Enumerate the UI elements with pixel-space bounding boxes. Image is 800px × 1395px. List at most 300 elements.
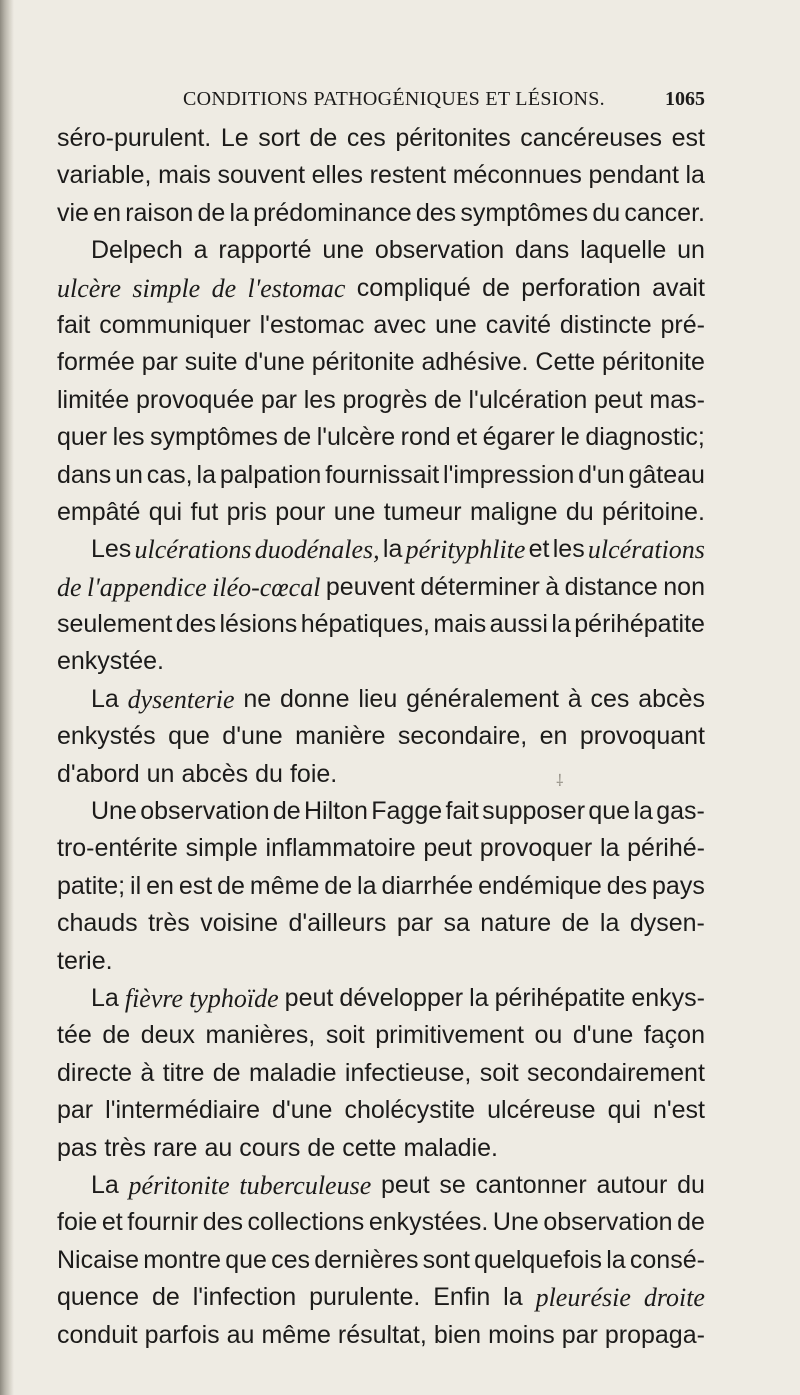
word: variable, bbox=[57, 161, 152, 190]
word: droite bbox=[643, 1283, 705, 1313]
word: Les bbox=[91, 535, 132, 564]
word: qui bbox=[148, 497, 183, 526]
word: laquelle bbox=[580, 236, 667, 265]
word: terie. bbox=[57, 946, 113, 975]
word: gâteau bbox=[628, 460, 705, 489]
word: parfois bbox=[144, 1320, 220, 1349]
word: tée bbox=[57, 1021, 92, 1050]
word: cavité bbox=[485, 310, 551, 339]
word: la bbox=[633, 797, 653, 826]
word: de bbox=[482, 273, 510, 302]
word: qui bbox=[607, 1096, 641, 1125]
word: La bbox=[91, 1170, 119, 1199]
word: par bbox=[260, 385, 298, 414]
word: cette bbox=[342, 1133, 397, 1162]
word: péritonite bbox=[602, 348, 705, 377]
word: autour bbox=[596, 1170, 668, 1199]
text-line bbox=[57, 1017, 705, 1054]
word: péritonites bbox=[395, 124, 511, 152]
word: communiquer bbox=[99, 310, 251, 339]
word: très bbox=[104, 1133, 146, 1162]
running-title: CONDITIONS PATHOGÉNIQUES ET LÉSIONS. bbox=[183, 88, 605, 110]
text-line bbox=[57, 382, 705, 419]
word: simple bbox=[132, 273, 201, 303]
word: maligne bbox=[469, 497, 558, 526]
word: périhé- bbox=[627, 834, 705, 863]
word: La bbox=[91, 983, 119, 1012]
word: dysen- bbox=[629, 909, 705, 938]
word: la bbox=[606, 1245, 626, 1274]
word: développer bbox=[339, 983, 464, 1012]
word: palpation bbox=[219, 460, 322, 489]
word: et bbox=[528, 535, 550, 564]
word: d'une bbox=[244, 348, 305, 377]
word: pays bbox=[652, 871, 705, 900]
word: en bbox=[539, 722, 568, 751]
word: maladie bbox=[248, 1058, 337, 1087]
paragraph bbox=[57, 120, 705, 232]
word: péritoine. bbox=[602, 497, 705, 526]
word: fait bbox=[445, 797, 479, 826]
word: secondaire, bbox=[397, 722, 528, 751]
word: l'ulcère bbox=[316, 423, 396, 452]
word: sont bbox=[422, 1245, 470, 1274]
word: périhépatite bbox=[574, 610, 705, 639]
word: Cette bbox=[535, 348, 596, 377]
word: Une bbox=[91, 797, 137, 826]
body-text bbox=[57, 120, 705, 1354]
word: nature bbox=[480, 909, 552, 938]
word: une bbox=[322, 236, 365, 265]
text-line bbox=[57, 1204, 705, 1241]
word: peut bbox=[284, 983, 334, 1012]
word: de bbox=[217, 871, 245, 900]
text-line bbox=[57, 157, 705, 194]
word: quence bbox=[57, 1283, 140, 1312]
word: diagnostic; bbox=[585, 423, 705, 452]
word: diarrhée bbox=[381, 871, 474, 900]
word: périhépatite bbox=[494, 983, 626, 1012]
word: déterminer bbox=[420, 572, 540, 601]
word: purulente. bbox=[309, 1283, 421, 1312]
word: à bbox=[567, 684, 582, 713]
word: très bbox=[148, 909, 190, 938]
word: de bbox=[272, 797, 301, 826]
word: chauds bbox=[57, 909, 138, 938]
word: de bbox=[561, 909, 590, 938]
text-line bbox=[57, 270, 705, 307]
word: d'une bbox=[222, 722, 283, 751]
word: résultat, bbox=[337, 1320, 427, 1349]
word: de bbox=[211, 273, 237, 303]
word: du bbox=[677, 1170, 705, 1199]
word: suite bbox=[184, 348, 238, 377]
word: ulcérations bbox=[587, 535, 705, 565]
word: Enfin bbox=[433, 1283, 491, 1312]
word: foie bbox=[57, 1208, 98, 1237]
word: provoquer bbox=[479, 834, 593, 863]
word: mas- bbox=[649, 385, 705, 414]
word: infectieuse, bbox=[344, 1058, 472, 1087]
word: d'une bbox=[272, 1096, 333, 1125]
word: en bbox=[146, 871, 174, 900]
word: fait bbox=[57, 310, 91, 339]
word: quer bbox=[57, 423, 108, 452]
word: la bbox=[229, 198, 249, 227]
word: par bbox=[141, 348, 178, 377]
word: cantonner bbox=[475, 1170, 587, 1199]
word: titre bbox=[162, 1058, 205, 1087]
word: supposer bbox=[482, 797, 586, 826]
word: ne bbox=[243, 684, 272, 713]
word: simple bbox=[185, 834, 258, 863]
word: enkys- bbox=[631, 983, 705, 1012]
text-line bbox=[57, 1130, 705, 1167]
text-line bbox=[57, 494, 705, 531]
word: directe bbox=[57, 1058, 133, 1087]
word: conduit bbox=[57, 1320, 138, 1349]
word: au bbox=[226, 1320, 255, 1349]
word: de bbox=[309, 124, 338, 152]
word: la bbox=[551, 610, 571, 639]
word: de bbox=[151, 1283, 180, 1312]
word: l'impression bbox=[443, 460, 575, 489]
word: soit bbox=[479, 1058, 519, 1087]
word: cancer. bbox=[624, 198, 705, 227]
word: les bbox=[112, 423, 145, 452]
word: mais bbox=[433, 610, 487, 639]
word: du bbox=[255, 759, 283, 788]
word: de bbox=[57, 572, 82, 602]
word: égarer bbox=[482, 423, 555, 452]
word: La bbox=[91, 684, 119, 713]
word: ces bbox=[590, 684, 630, 713]
paragraph bbox=[57, 681, 705, 793]
word: fièvre bbox=[124, 983, 184, 1013]
word: sa bbox=[443, 909, 470, 938]
word: tuberculeuse bbox=[239, 1170, 372, 1200]
paragraph bbox=[57, 531, 705, 681]
word: même bbox=[261, 1320, 331, 1349]
word: il bbox=[130, 871, 142, 900]
word: a bbox=[193, 236, 208, 265]
word: un bbox=[677, 236, 705, 265]
word: cholécystite bbox=[344, 1096, 476, 1125]
word: restent bbox=[369, 161, 447, 190]
word: inflammatoire bbox=[265, 834, 416, 863]
word: provoquée bbox=[135, 385, 255, 414]
word: endémique bbox=[478, 871, 602, 900]
paragraph bbox=[57, 232, 705, 531]
word: collections bbox=[247, 1208, 365, 1237]
word: la bbox=[685, 161, 705, 190]
word: pré- bbox=[660, 310, 705, 339]
word: manières, bbox=[205, 1021, 316, 1050]
word: du bbox=[592, 198, 621, 227]
word: Nicaise bbox=[57, 1245, 139, 1274]
text-line bbox=[57, 1167, 705, 1204]
word: ces bbox=[271, 1245, 311, 1274]
word: l'appendice bbox=[87, 572, 207, 602]
word: Fagge bbox=[371, 797, 443, 826]
word: péritonite bbox=[311, 348, 415, 377]
word: d'ailleurs bbox=[288, 909, 387, 938]
word: non bbox=[663, 572, 705, 601]
text-line bbox=[57, 1055, 705, 1092]
word: la bbox=[196, 460, 216, 489]
word: par bbox=[561, 1320, 598, 1349]
word: soit bbox=[325, 1021, 365, 1050]
word: propaga- bbox=[604, 1320, 705, 1349]
page-header bbox=[183, 88, 705, 116]
word: abcès bbox=[638, 684, 705, 713]
word: enkystée. bbox=[57, 647, 165, 676]
word: quelquefois bbox=[474, 1245, 603, 1274]
text-line bbox=[57, 1092, 705, 1129]
word: de bbox=[197, 198, 226, 227]
word: l'intermédiaire bbox=[105, 1096, 261, 1125]
word: la bbox=[469, 983, 489, 1012]
word: primitivement bbox=[375, 1021, 524, 1050]
word: symptômes bbox=[460, 198, 589, 227]
word: distance bbox=[564, 572, 658, 601]
text-line bbox=[57, 756, 705, 793]
word: en bbox=[93, 198, 121, 227]
word: se bbox=[439, 1170, 466, 1199]
word: observation bbox=[374, 236, 505, 265]
word: adhésive. bbox=[421, 348, 529, 377]
word: sort bbox=[258, 124, 300, 152]
word: du bbox=[565, 497, 594, 526]
text-line bbox=[57, 120, 705, 157]
word: des bbox=[606, 871, 648, 900]
text-line bbox=[57, 943, 705, 980]
word: et bbox=[101, 1208, 123, 1237]
word: rare bbox=[153, 1133, 198, 1162]
word: une bbox=[435, 310, 477, 339]
word: que bbox=[225, 1245, 267, 1274]
word: bien bbox=[433, 1320, 482, 1349]
word: peut bbox=[381, 1170, 430, 1199]
word: fournir bbox=[127, 1208, 199, 1237]
word: provoquant bbox=[579, 722, 705, 751]
ink-smudge-mark: ⸸ bbox=[556, 771, 564, 790]
word: ulcère bbox=[57, 273, 121, 303]
word: aussi bbox=[489, 610, 548, 639]
word: dans bbox=[57, 460, 112, 489]
text-line bbox=[57, 232, 705, 269]
word: cancéreuses bbox=[520, 124, 663, 152]
word: l'estomac bbox=[259, 310, 365, 339]
word: mais bbox=[158, 161, 211, 190]
word: la bbox=[599, 909, 620, 938]
word: lésions bbox=[219, 610, 298, 639]
word: Hilton bbox=[303, 797, 368, 826]
word: de bbox=[102, 1021, 131, 1050]
word: montre bbox=[143, 1245, 221, 1274]
word: des bbox=[415, 198, 457, 227]
text-line bbox=[57, 606, 705, 643]
word: symptômes bbox=[150, 423, 278, 452]
word: ces bbox=[346, 124, 386, 152]
word: dernières bbox=[314, 1245, 419, 1274]
word: tumeur bbox=[383, 497, 462, 526]
word: avec bbox=[373, 310, 427, 339]
word: façon bbox=[643, 1021, 705, 1050]
word: avait bbox=[652, 273, 705, 302]
word: manière bbox=[295, 722, 386, 751]
word: la bbox=[382, 535, 403, 564]
text-line bbox=[57, 307, 705, 344]
word: voisine bbox=[200, 909, 279, 938]
text-line bbox=[57, 681, 705, 718]
word: les bbox=[552, 535, 585, 564]
text-line bbox=[57, 905, 705, 942]
word: d'abord bbox=[57, 759, 140, 788]
text-line bbox=[57, 643, 705, 680]
text-line bbox=[57, 457, 705, 494]
word: hépatiques, bbox=[300, 610, 430, 639]
word: moins bbox=[488, 1320, 555, 1349]
word: souvent bbox=[217, 161, 306, 190]
word: enkystés bbox=[57, 722, 156, 751]
word: la bbox=[503, 1283, 523, 1312]
word: est bbox=[178, 871, 213, 900]
word: pour bbox=[275, 497, 326, 526]
word: et bbox=[456, 423, 478, 452]
word: fournissait bbox=[325, 460, 440, 489]
word: distincte bbox=[559, 310, 652, 339]
text-line bbox=[57, 195, 705, 232]
word: de bbox=[307, 1133, 336, 1162]
word: consé- bbox=[629, 1245, 705, 1274]
word: un bbox=[115, 460, 143, 489]
word: enkystées. bbox=[368, 1208, 489, 1237]
text-line bbox=[57, 718, 705, 755]
word: l'infection bbox=[192, 1283, 297, 1312]
word: rapporté bbox=[218, 236, 312, 265]
word: de bbox=[283, 423, 312, 452]
word: formée bbox=[57, 348, 135, 377]
word: l'ulcération bbox=[468, 385, 588, 414]
word: deux bbox=[140, 1021, 195, 1050]
word: d'une bbox=[572, 1021, 634, 1050]
word: l'estomac bbox=[247, 273, 346, 303]
text-line bbox=[57, 793, 705, 830]
word: cours bbox=[239, 1133, 301, 1162]
paragraph bbox=[57, 980, 705, 1167]
word: lieu bbox=[358, 684, 398, 713]
word: une bbox=[333, 497, 376, 526]
word: Une bbox=[492, 1208, 539, 1237]
word: un bbox=[146, 759, 175, 788]
word: ulcérations bbox=[134, 535, 252, 565]
word: généralement bbox=[406, 684, 559, 713]
word: pas bbox=[57, 1133, 98, 1162]
text-line bbox=[57, 344, 705, 381]
word: à bbox=[140, 1058, 155, 1087]
text-line bbox=[57, 1242, 705, 1279]
word: cas, bbox=[146, 460, 193, 489]
word: péritonite bbox=[128, 1170, 230, 1200]
text-line bbox=[57, 980, 705, 1017]
word: de bbox=[677, 1208, 705, 1237]
word: les bbox=[303, 385, 336, 414]
word: ulcéreuse bbox=[487, 1096, 596, 1125]
text-line bbox=[57, 830, 705, 867]
word: séro-purulent. bbox=[57, 124, 212, 152]
word: raison bbox=[125, 198, 194, 227]
word: pérityphlite bbox=[405, 535, 526, 565]
word: peuvent bbox=[325, 572, 415, 601]
word: le bbox=[560, 423, 580, 452]
text-line bbox=[57, 569, 705, 606]
word: pendant bbox=[588, 161, 679, 190]
paragraph bbox=[57, 1167, 705, 1354]
word: prédominance bbox=[253, 198, 412, 227]
word: ou bbox=[534, 1021, 563, 1050]
word: limitée bbox=[57, 385, 130, 414]
word: dysenterie bbox=[127, 684, 235, 714]
word: est bbox=[671, 124, 705, 152]
word: donne bbox=[279, 684, 350, 713]
word: maladie. bbox=[403, 1133, 498, 1162]
word: par bbox=[396, 909, 433, 938]
text-line bbox=[57, 1279, 705, 1316]
word: par bbox=[57, 1096, 94, 1125]
word: pris bbox=[226, 497, 267, 526]
word: de bbox=[212, 1058, 241, 1087]
word: des bbox=[175, 610, 217, 639]
word: duodénales, bbox=[254, 535, 380, 565]
paragraph bbox=[57, 793, 705, 980]
word: abcès bbox=[181, 759, 249, 788]
word: vie bbox=[57, 198, 89, 227]
word: au bbox=[204, 1133, 233, 1162]
word: typhoïde bbox=[189, 983, 279, 1013]
page-number: 1065 bbox=[665, 88, 705, 110]
word: que bbox=[168, 722, 210, 751]
word: gas- bbox=[656, 797, 705, 826]
word: seulement bbox=[57, 610, 173, 639]
word: des bbox=[202, 1208, 243, 1237]
word: dans bbox=[515, 236, 570, 265]
text-line bbox=[57, 531, 705, 568]
word: de bbox=[433, 385, 462, 414]
word: méconnues bbox=[452, 161, 582, 190]
page-gutter-shadow bbox=[0, 0, 14, 1395]
word: compliqué bbox=[356, 273, 471, 302]
word: observation bbox=[140, 797, 270, 826]
text-line bbox=[57, 419, 705, 456]
text-line bbox=[57, 868, 705, 905]
word: iléo-cœcal bbox=[212, 572, 321, 602]
word: fut bbox=[190, 497, 219, 526]
word: rond bbox=[400, 423, 451, 452]
word: même bbox=[249, 871, 320, 900]
word: perforation bbox=[521, 273, 641, 302]
word: peut bbox=[423, 834, 472, 863]
word: empâté bbox=[57, 497, 141, 526]
word: n'est bbox=[652, 1096, 705, 1125]
word: de bbox=[324, 871, 353, 900]
word: pleurésie bbox=[535, 1283, 631, 1313]
word: patite; bbox=[57, 871, 126, 900]
word: tro-entérite bbox=[57, 834, 178, 863]
word: observation bbox=[543, 1208, 673, 1237]
word: elles bbox=[311, 161, 364, 190]
word: d'un bbox=[578, 460, 625, 489]
